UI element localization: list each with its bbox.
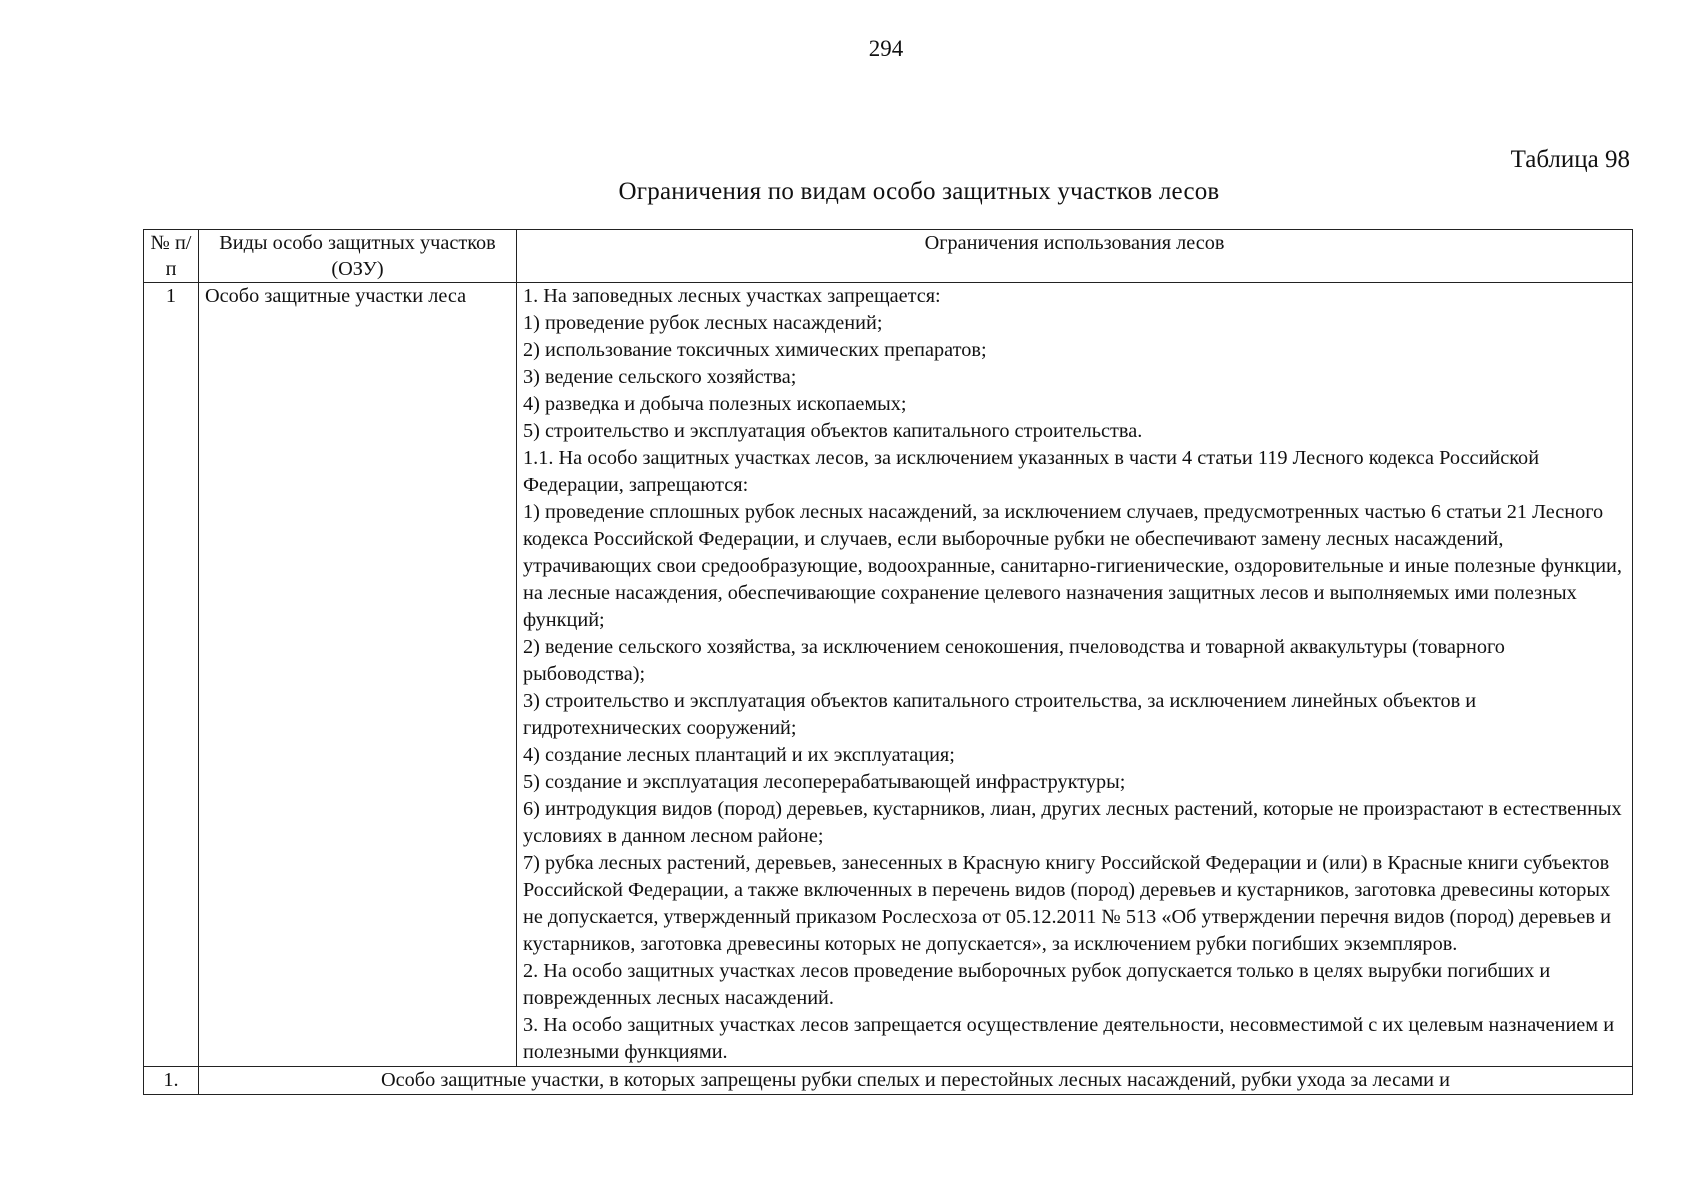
row-num: 1 (144, 283, 199, 1067)
restriction-item: 2) использование токсичных химических препаратов; (523, 339, 987, 361)
restriction-item: 4) создание лесных плантаций и их эксплуатация; (523, 744, 955, 766)
header-type: Виды особо защитных участков (ОЗУ) (199, 230, 517, 283)
span-row-text: Особо защитные участки, в которых запрещены рубки спелых и перестойных лесных насаждений, рубки ухода за лесами и (199, 1067, 1633, 1095)
table-row (144, 283, 1633, 1067)
restrictions-table (143, 229, 1633, 1095)
table-header-row (144, 230, 1633, 283)
span-row-num: 1. (144, 1067, 199, 1095)
restriction-item: 4) разведка и добыча полезных ископаемых; (523, 393, 907, 415)
restriction-item: 2) ведение сельского хозяйства, за исключением сенокошения, пчеловодства и товарной аквакультуры (товарного рыбоводства); (523, 636, 1505, 685)
restriction-item: 3) ведение сельского хозяйства; (523, 366, 797, 388)
restriction-item: 7) рубка лесных растений, деревьев, занесенных в Красную книгу Российской Федерации и (или) в Красные книги субъектов Российской Федерации, а также включенных в перечень видов (пород) деревьев и кустарников, заготовка древесины которых не допускается, утвержденный приказом Рослесхоза от 05.12.2011 № 513 «Об утверждении перечня видов (пород) деревьев и кустарников, заготовка древесины которых не допускается», за исключением рубки погибших экземпляров. (523, 852, 1611, 955)
restriction-item: 1) проведение сплошных рубок лесных насаждений, за исключением случаев, предусмотренных частью 6 статьи 21 Лесного кодекса Российской Федерации, и случаев, если выборочные рубки не обеспечивают замену лесных насаждений, утрачивающих свои средообразующие, водоохранные, санитарно-гигиенические, оздоровительные и иные полезные функции, на лесные насаждения, обеспечивающие сохранение целевого назначения защитных лесов и выполняемых ими полезных функций; (523, 501, 1622, 631)
restriction-item: 2. На особо защитных участках лесов проведение выборочных рубок допускается только в целях вырубки погибших и поврежденных лесных насаждений. (523, 960, 1551, 1009)
restriction-item: 5) создание и эксплуатация лесоперерабатывающей инфраструктуры; (523, 771, 1126, 793)
restriction-item: 5) строительство и эксплуатация объектов капитального строительства. (523, 420, 1143, 442)
table-title: Ограничения по видам особо защитных участков лесов (618, 178, 1220, 205)
table-row-span (144, 1067, 1633, 1095)
header-num: № п/п (144, 230, 199, 283)
row-type: Особо защитные участки леса (199, 283, 517, 1067)
restriction-item: 1.1. На особо защитных участках лесов, за исключением указанных в части 4 статьи 119 Лесного кодекса Российской Федерации, запрещаются: (523, 447, 1540, 496)
restriction-item: 6) интродукция видов (пород) деревьев, кустарников, лиан, других лесных растений, которые не произрастают в естественных условиях в данном лесном районе; (523, 798, 1622, 847)
restriction-item: 3. На особо защитных участках лесов запрещается осуществление деятельности, несовместимой с их целевым назначением и полезными функциями. (523, 1014, 1615, 1063)
restriction-item: 1. На заповедных лесных участках запрещается: (523, 285, 941, 307)
table-label: Таблица 98 (1510, 146, 1630, 173)
header-restrictions: Ограничения использования лесов (517, 230, 1633, 283)
restriction-item: 3) строительство и эксплуатация объектов капитального строительства, за исключением линейных объектов и гидротехнических сооружений; (523, 690, 1477, 739)
restriction-item: 1) проведение рубок лесных насаждений; (523, 312, 883, 334)
row-restrictions (517, 283, 1633, 1067)
page-number: 294 (868, 36, 904, 61)
